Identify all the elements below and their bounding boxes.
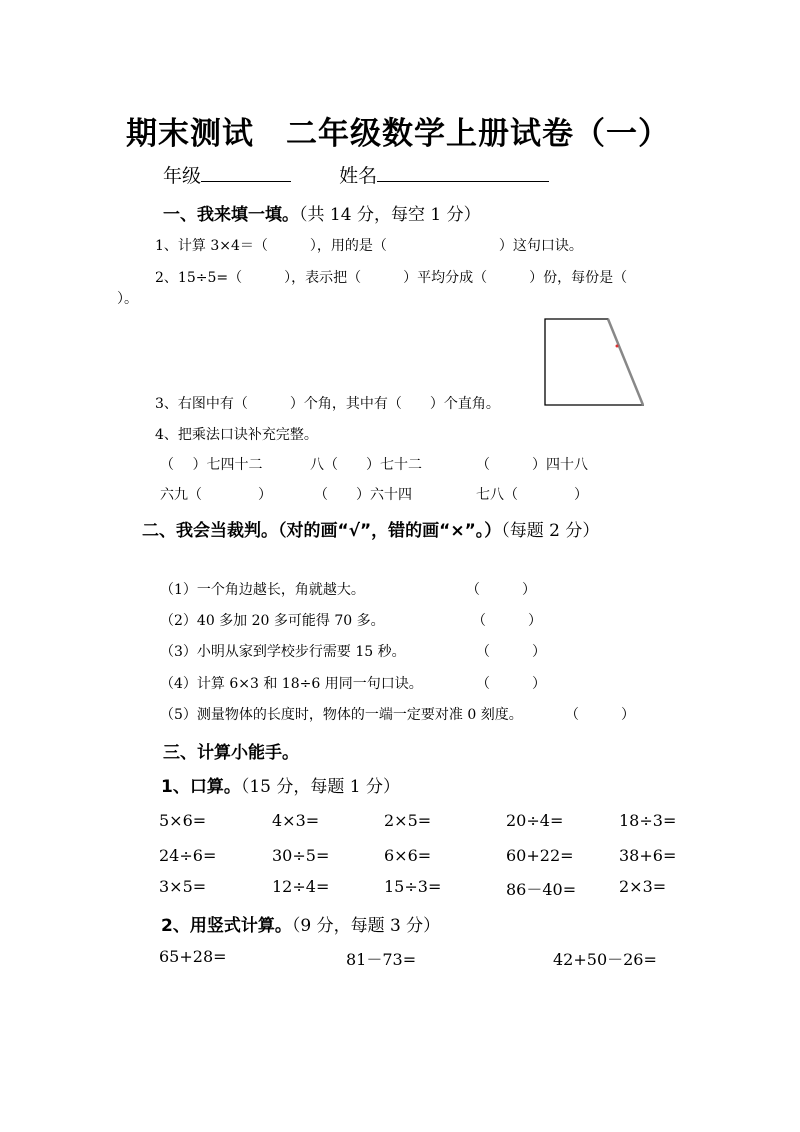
- oral-problem-2-3: 6×6=: [384, 846, 432, 865]
- oral-problem-2-2: 30÷5=: [272, 846, 330, 865]
- oral-problem-1-3: 2×5=: [384, 811, 432, 830]
- q4-cell-1-3: （ ）四十八: [476, 457, 588, 473]
- question-1-3: 3、右图中有（ ）个角，其中有（ ）个直角。: [155, 396, 500, 412]
- name-label: 姓名: [339, 165, 378, 187]
- oral-problem-2-1: 24÷6=: [159, 846, 217, 865]
- vertical-problem-2: 81－73=: [346, 950, 417, 969]
- oral-problem-2-5: 38+6=: [619, 846, 677, 865]
- trapezoid-slant-highlight: [608, 319, 643, 405]
- oral-problem-2-4: 60+22=: [506, 846, 574, 865]
- grade-label: 年级: [163, 165, 202, 187]
- oral-problem-1-2: 4×3=: [272, 811, 320, 830]
- q4-cell-2-2: （ ）六十四: [314, 487, 412, 503]
- oral-problem-3-4: 86－40=: [506, 880, 577, 899]
- trapezoid-mark: [616, 345, 619, 348]
- judge-bracket-5[interactable]: （ ）: [565, 707, 635, 723]
- judge-item-5: （5）测量物体的长度时，物体的一端一定要对准 0 刻度。: [160, 707, 523, 723]
- question-1-2: 2、15÷5=（ ），表示把（ ）平均分成（ ）份，每份是（: [155, 270, 628, 286]
- q4-cell-2-3: 七八（ ）: [476, 487, 588, 503]
- question-1-2-cont: ）。: [117, 291, 138, 307]
- judge-bracket-2[interactable]: （ ）: [472, 613, 542, 629]
- judge-bracket-3[interactable]: （ ）: [476, 644, 546, 660]
- judge-item-4: （4）计算 6×3 和 18÷6 用同一句口诀。: [160, 676, 423, 692]
- page-title: 期末测试 二年级数学上册试卷（一）: [126, 116, 670, 152]
- judge-item-3: （3）小明从家到学校步行需要 15 秒。: [160, 644, 406, 660]
- oral-problem-3-2: 12÷4=: [272, 877, 330, 896]
- q4-cell-2-1: 六九（ ）: [160, 487, 272, 503]
- judge-bracket-4[interactable]: （ ）: [476, 676, 546, 692]
- oral-problem-3-3: 15÷3=: [384, 877, 442, 896]
- section-3-heading: 三、计算小能手。: [163, 743, 299, 763]
- judge-item-2: （2）40 多加 20 多可能得 70 多。: [160, 613, 385, 629]
- vertical-problem-1: 65+28=: [159, 947, 227, 966]
- q4-cell-1-1: （ ）七四十二: [160, 457, 263, 473]
- q4-cell-1-2: 八（ ）七十二: [310, 457, 422, 473]
- judge-item-1: （1）一个角边越长，角就越大。: [160, 582, 365, 598]
- oral-problem-1-5: 18÷3=: [619, 811, 677, 830]
- oral-problem-1-1: 5×6=: [159, 811, 207, 830]
- question-1-4: 4、把乘法口诀补充完整。: [155, 427, 318, 443]
- oral-problem-3-1: 3×5=: [159, 877, 207, 896]
- judge-bracket-1[interactable]: （ ）: [466, 582, 536, 598]
- oral-calc-heading: 1、口算。（15 分，每题 1 分）: [161, 777, 401, 797]
- section-1-heading: 一、我来填一填。（共 14 分，每空 1 分）: [163, 205, 481, 225]
- oral-problem-3-5: 2×3=: [619, 877, 667, 896]
- vertical-problem-3: 42+50－26=: [553, 950, 657, 969]
- section-2-heading: 二、我会当裁判。（对的画“√”，错的画“×”。）（每题 2 分）: [142, 521, 600, 541]
- oral-problem-1-4: 20÷4=: [506, 811, 564, 830]
- question-1-1: 1、计算 3×4＝（ ），用的是（ ）这句口诀。: [155, 238, 583, 254]
- trapezoid-shape: [545, 319, 643, 405]
- vertical-calc-heading: 2、用竖式计算。（9 分，每题 3 分）: [161, 916, 441, 936]
